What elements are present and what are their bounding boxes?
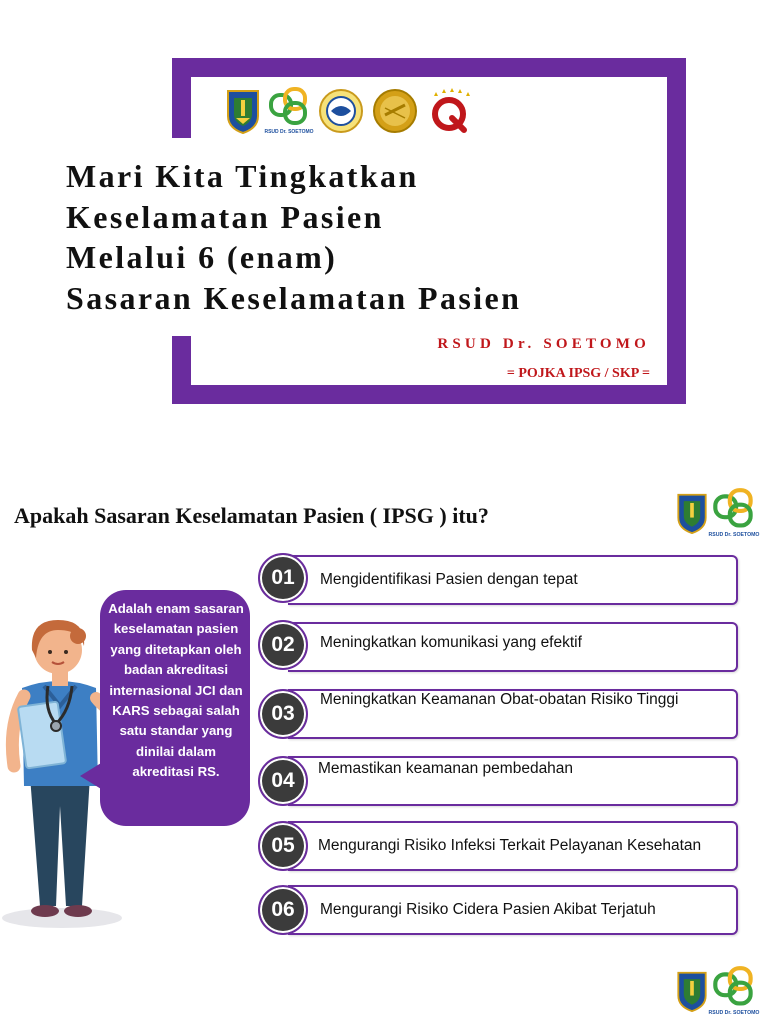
ipsg-goal-item (258, 620, 738, 674)
ipsg-goal-item (258, 687, 738, 741)
footer-corner-logos (676, 964, 760, 1018)
goal-text: Meningkatkan Keamanan Obat-obatan Risiko Tinggi (320, 691, 679, 708)
rsud-dr-soetomo-logo (708, 486, 760, 540)
ipsg-definition-text: Adalah enam sasaran keselamatan pasien yang ditetapkan oleh badan akreditasi internasional JCI dan KARS sebagai salah satu standar yang dinilai dalam akreditasi RS. (108, 601, 244, 780)
frame-bottom-bar (172, 385, 686, 404)
goal-number-badge: 04 (258, 756, 308, 806)
rsud-dr-soetomo-logo (264, 85, 314, 137)
quality-q-logo (426, 88, 474, 134)
goal-number-badge: 05 (258, 821, 308, 871)
cover-title-line: Mari Kita Tingkatkan (66, 158, 419, 194)
speech-bubble-tail (80, 760, 106, 792)
goal-number-badge: 06 (258, 885, 308, 935)
cover-title-line: Melalui 6 (enam) (66, 239, 338, 275)
working-group-name: = POJKA IPSG / SKP = (506, 366, 650, 381)
frame-left-bar-upper (172, 58, 191, 138)
goal-text: Mengidentifikasi Pasien dengan tepat (320, 571, 578, 588)
header-corner-logos (676, 486, 760, 540)
goal-text: Memastikan keamanan pembedahan (318, 760, 574, 777)
kars-logo (318, 88, 364, 134)
hospital-logo-caption: RSUD Dr. SOETOMO (708, 1009, 760, 1016)
goal-number-badge: 03 (258, 689, 308, 739)
goal-number-badge: 02 (258, 620, 308, 670)
ipsg-goal-item (258, 754, 738, 808)
cover-title (66, 156, 521, 318)
frame-top-bar (172, 58, 686, 77)
frame-left-bar-lower (172, 336, 191, 404)
east-java-crest-logo (676, 970, 708, 1012)
goal-number-badge: 01 (258, 553, 308, 603)
rsud-dr-soetomo-logo (708, 964, 760, 1018)
ipsg-goal-item (258, 883, 738, 937)
cover-title-line: Keselamatan Pasien (66, 198, 384, 235)
goal-text: Meningkatkan komunikasi yang efektif (320, 634, 582, 651)
hospital-logo-caption: RSUD Dr. SOETOMO (264, 129, 314, 135)
goal-text: Mengurangi Risiko Cidera Pasien Akibat Terjatuh (320, 901, 656, 918)
frame-right-bar (667, 58, 686, 404)
organization-name: RSUD Dr. SOETOMO (437, 336, 650, 352)
hospital-logo-caption: RSUD Dr. SOETOMO (708, 531, 760, 538)
ipsg-goal-item (258, 819, 738, 873)
ipsg-question-title: Apakah Sasaran Keselamatan Pasien ( IPSG ) itu? (14, 503, 489, 528)
goal-text: Mengurangi Risiko Infeksi Terkait Pelayanan Kesehatan (318, 837, 702, 854)
cover-logos (226, 84, 474, 138)
east-java-crest-logo (676, 492, 708, 534)
ipsg-goal-item (258, 553, 738, 607)
cover-title-line: Sasaran Keselamatan Pasien (66, 279, 522, 316)
jci-gold-seal-logo (372, 88, 418, 134)
east-java-crest-logo (226, 88, 260, 134)
